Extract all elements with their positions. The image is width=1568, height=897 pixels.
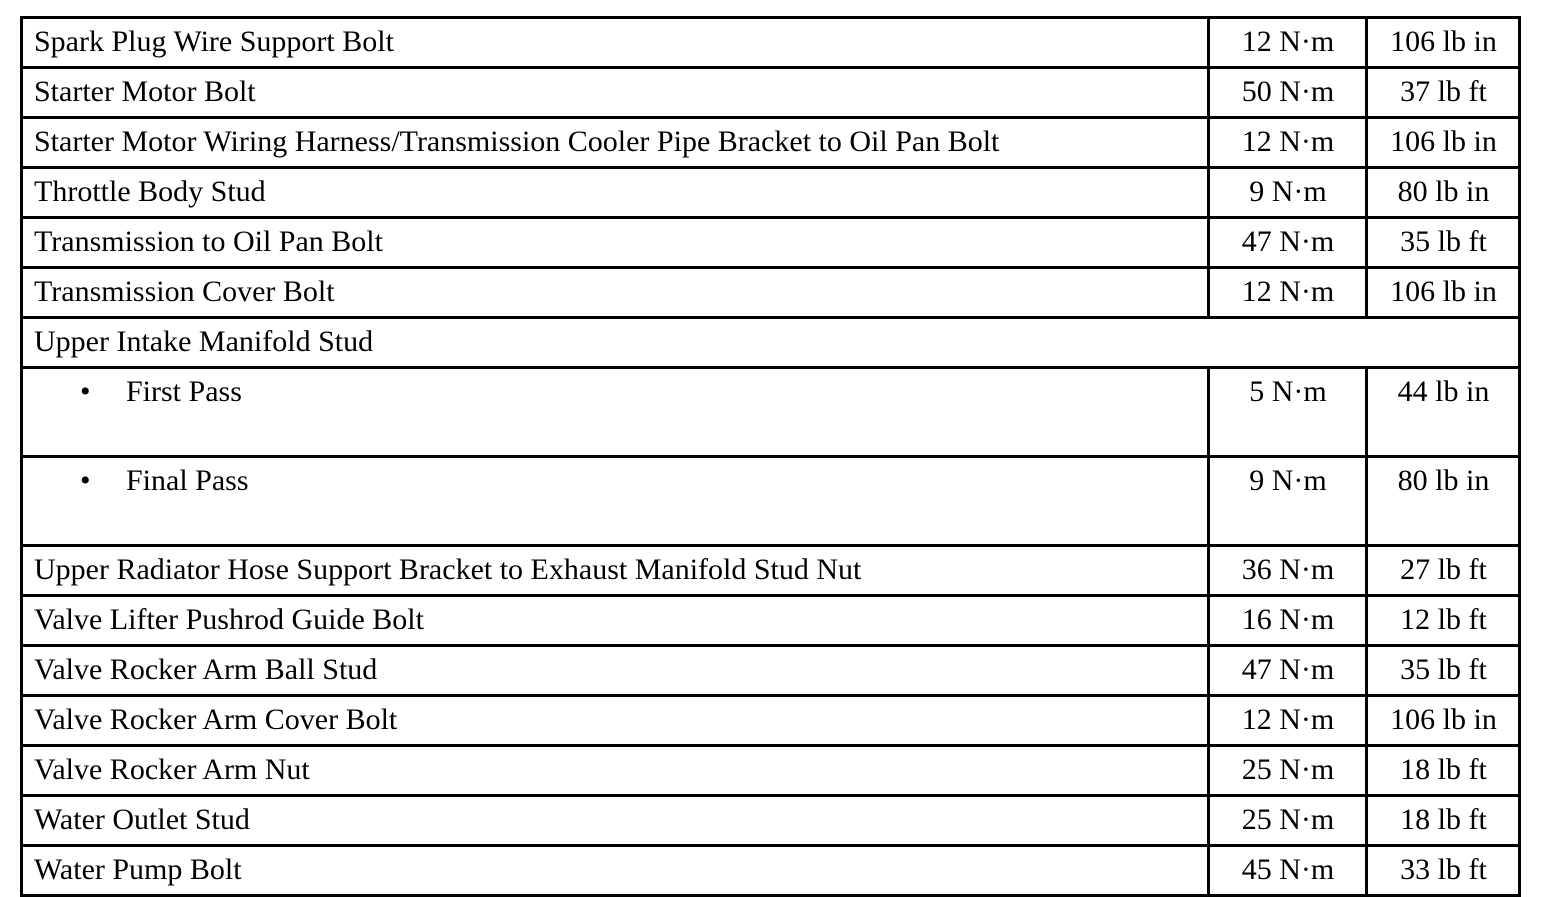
english-torque: 44 lb in [1367, 368, 1520, 457]
english-torque: 106 lb in [1367, 268, 1520, 318]
fastener-description: Valve Rocker Arm Ball Stud [22, 646, 1209, 696]
fastener-description: Spark Plug Wire Support Bolt [22, 18, 1209, 68]
english-torque: 35 lb ft [1367, 218, 1520, 268]
fastener-description: Throttle Body Stud [22, 168, 1209, 218]
bullet-icon: • [80, 375, 91, 408]
table-row [22, 746, 1520, 796]
fastener-torque-table [20, 16, 1521, 897]
fastener-description: Transmission Cover Bolt [22, 268, 1209, 318]
sub-step-cell [22, 457, 1209, 546]
sub-step-label: Final Pass [126, 464, 249, 497]
metric-torque: 9 N·m [1209, 168, 1367, 218]
metric-torque: 47 N·m [1209, 218, 1367, 268]
sub-step-label: First Pass [126, 375, 242, 408]
fastener-description: Transmission to Oil Pan Bolt [22, 218, 1209, 268]
fastener-description: Starter Motor Wiring Harness/Transmission Cooler Pipe Bracket to Oil Pan Bolt [22, 118, 1209, 168]
english-torque: 80 lb in [1367, 168, 1520, 218]
metric-torque: 12 N·m [1209, 18, 1367, 68]
fastener-description: Upper Radiator Hose Support Bracket to Exhaust Manifold Stud Nut [22, 546, 1209, 596]
english-torque: 12 lb ft [1367, 596, 1520, 646]
english-torque: 35 lb ft [1367, 646, 1520, 696]
english-torque: 18 lb ft [1367, 796, 1520, 846]
table-row [22, 596, 1520, 646]
fastener-description: Water Outlet Stud [22, 796, 1209, 846]
metric-torque: 36 N·m [1209, 546, 1367, 596]
group-description: Upper Intake Manifold Stud [22, 318, 1520, 368]
english-torque: 80 lb in [1367, 457, 1520, 546]
table-row [22, 268, 1520, 318]
english-torque: 106 lb in [1367, 18, 1520, 68]
fastener-description: Water Pump Bolt [22, 846, 1209, 896]
english-torque: 37 lb ft [1367, 68, 1520, 118]
english-torque: 106 lb in [1367, 696, 1520, 746]
english-torque: 33 lb ft [1367, 846, 1520, 896]
fastener-description: Valve Rocker Arm Nut [22, 746, 1209, 796]
table-row [22, 18, 1520, 68]
metric-torque: 25 N·m [1209, 746, 1367, 796]
english-torque: 18 lb ft [1367, 746, 1520, 796]
metric-torque: 5 N·m [1209, 368, 1367, 457]
table-subrow [22, 457, 1520, 546]
table-group-row [22, 318, 1520, 368]
metric-torque: 25 N·m [1209, 796, 1367, 846]
metric-torque: 47 N·m [1209, 646, 1367, 696]
metric-torque: 45 N·m [1209, 846, 1367, 896]
fastener-description: Valve Lifter Pushrod Guide Bolt [22, 596, 1209, 646]
metric-torque: 16 N·m [1209, 596, 1367, 646]
table-row [22, 546, 1520, 596]
table-row [22, 168, 1520, 218]
table-row [22, 68, 1520, 118]
table-row [22, 118, 1520, 168]
english-torque: 106 lb in [1367, 118, 1520, 168]
table-row [22, 696, 1520, 746]
bullet-icon: • [80, 464, 91, 497]
fastener-description: Starter Motor Bolt [22, 68, 1209, 118]
english-torque: 27 lb ft [1367, 546, 1520, 596]
metric-torque: 9 N·m [1209, 457, 1367, 546]
metric-torque: 12 N·m [1209, 268, 1367, 318]
table-row [22, 218, 1520, 268]
metric-torque: 12 N·m [1209, 696, 1367, 746]
table-row [22, 846, 1520, 896]
sub-step-cell [22, 368, 1209, 457]
metric-torque: 50 N·m [1209, 68, 1367, 118]
table-row [22, 796, 1520, 846]
table-row [22, 646, 1520, 696]
table-subrow [22, 368, 1520, 457]
fastener-description: Valve Rocker Arm Cover Bolt [22, 696, 1209, 746]
metric-torque: 12 N·m [1209, 118, 1367, 168]
